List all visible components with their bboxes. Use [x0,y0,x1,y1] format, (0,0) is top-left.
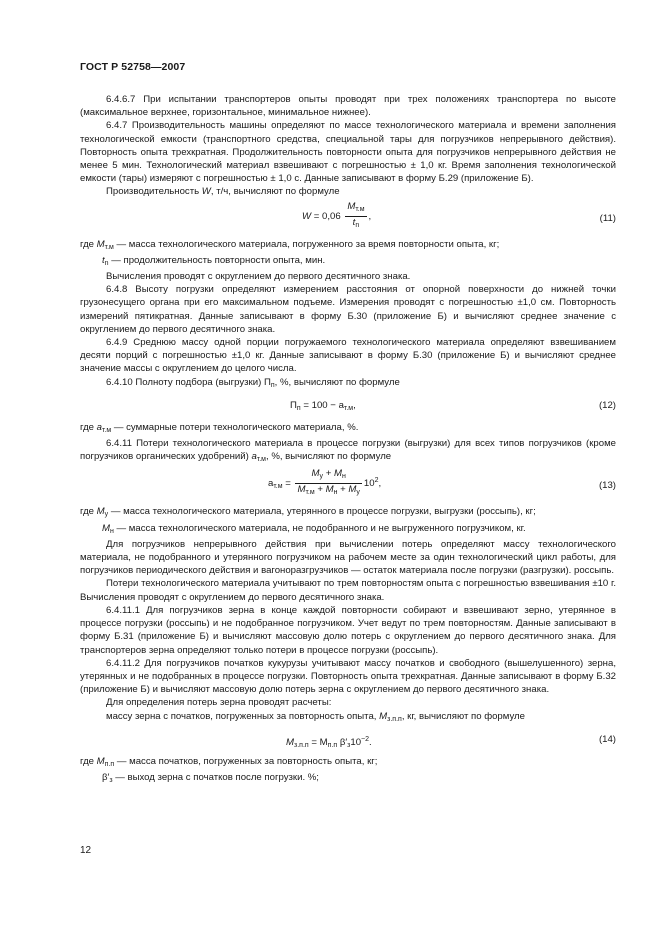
paragraph-calc-round: Вычисления проводят с округлением до первого десятичного знака. [106,271,411,283]
paragraph-6-4-7: 6.4.7 Производительность машины определяют по массе технологического материала и времени заполнения технологической емкости (транспортного средства, специальной тары для погрузчиков непрерывного действия). Повторность опыта трехкратная. Продолжительность повторности опыта для погрузчиков непрерывного действия не менее 5 мин. Технологический материал взвешивают с погрешностью ± 1,0 кг. Время заполнения технологической емкости (тары) измеряют с погрешностью ± 1,0 с. Данные записывают в форму Б.29 (приложение Б). [80,120,616,185]
formula-11-number: (11) [599,212,616,224]
formula-11-fraction: $\frac{M_{т.м}}{t_n}$ [347,200,365,229]
where-m-tm: где $M_{т.м}$ — масса технологического материала, погруженного за время повторности опыта, кг; [80,238,500,251]
formula-14-expression: $M_{з.п.п} = M_{п.п}$ $\beta'_з10^{-2}$. [286,735,372,749]
where-a-tm: где $a_{т.м}$ — суммарные потери технологического материала, %. [80,421,359,434]
formula-12 [80,394,616,418]
paragraph-6-4-10: 6.4.10 Полноту подбора (выгрузки) $П_п$, %, вычисляют по формуле [106,376,400,389]
page-number: 12 [80,845,92,856]
paragraph-6-4-9: 6.4.9 Среднюю массу одной порции погружаемого технологического материала определяют взвешиванием десяти порций с погрешностью ±1,0 кг. Данные записывают в форму Б.30 (приложение Б) и вычисляют среднее значение массы с округлением до целого числа. [80,337,616,375]
formula-13-expression: $a_{т.м}$ = $\frac{M_у + M_н}{M_{т.м} + M_н + M_у}$ $10^2$, [268,468,381,499]
paragraph-productivity: Производительность W, т/ч, вычисляют по формуле [106,186,340,198]
formula-11-expression: W = 0,06 $\frac{M_{т.м}}{t_n}$ , [302,201,371,232]
formula-11 [80,201,616,235]
formula-13 [80,468,616,502]
paragraph-6-4-6-7: 6.4.6.7 При испытании транспортеров опыты проводят при трех положениях транспортера по высоте (максимальное верхнее, горизонтальное, минимальное нижнее). [80,94,616,119]
where-m-pp: где $M_{п.п}$ — масса початков, погруженных за повторность опыта, кг; [80,755,378,768]
formula-12-expression: $П_п = 100 - a_{т.м}$, [290,399,356,412]
formula-13-number: (13) [598,480,616,492]
paragraph-6-4-11: 6.4.11 Потери технологического материала в процессе погрузки (выгрузки) для всех типов погрузчиков (кроме погрузчиков органических удобрений) $a_{т.м}$, %, вычисляют по формуле [80,438,616,464]
where-m-y: где $M_у$ — масса технологического материала, утерянного в процессе погрузки, выгрузки (россыпь), кг; [80,506,536,519]
where-t-n: $t_n$ — продолжительность повторности опыта, мин. [102,254,326,267]
paragraph-continuous-loaders: Для погрузчиков непрерывного действия при вычислении потерь определяют массу технологического материала, не подобранного и утерянного погрузчиком на рабочем месте за один технологический цикл работы, для погрузчиков периодического действия и вагоноразгрузчиков — остаток материала после погрузки (разгрузки). россыпь. [80,538,616,577]
paragraph-6-4-11-1: 6.4.11.1 Для погрузчиков зерна в конце каждой повторности собирают и взвешивают зерно, утерянное в процессе погрузки (россыпь) и не подобранное погрузчиком. Учет ведут по трем повторностям. Данные записывают в форму Б.31 (приложение Б) и вычисляют массовую долю потерь с округлением до первого десятичного знака. Для транспортеров зерна определяют только потери в процессе погрузки (россыпь). [80,604,616,656]
paragraph-6-4-8: 6.4.8 Высоту погрузки определяют измерением расстояния от опорной поверхности до нижней точки грузонесущего органа при его максимальном подъеме. Измерения проводят с погрешностью ±1,0 см. Повторность измерений пятикратная. Данные записывают в форму Б.30 (приложение Б) и вычисляют среднее значение с округлением до первого десятичного знака. [80,284,616,335]
document-body [80,93,616,787]
formula-13-fraction: $\frac{M_у + M_н}{M_{т.м} + M_н + M_у}$ [297,468,360,497]
formula-14-number: (14) [598,733,616,745]
formula-14 [80,728,616,752]
paragraph-6-4-11-2: 6.4.11.2 Для погрузчиков початков кукурузы учитывают массу початков и свободного (вышелушенного) зерна, утерянных и не подобранных в процессе погрузки. Повторность опыта трехкратная. Данные записывают в форму Б.32 (приложение Б) и вычисляют массовую долю потерь зерна с округлением до первого десятичного знака. [80,657,616,696]
formula-12-number: (12) [598,399,616,411]
where-beta-z: $\beta'_з$ — выход зерна с початков после погрузки. %; [102,771,319,784]
where-m-h: $M_н$ — масса технологического материала, не подобранного и не выгруженного погрузчиком, кг. [102,522,526,535]
document-header: ГОСТ Р 52758—2007 [80,61,186,73]
paragraph-loss-calc: Для определения потерь зерна проводят расчеты: [106,697,332,709]
paragraph-losses: Потери технологического материала учитывают по трем повторностям опыта с погрешностью взвешивания ±10 г. Вычисления проводят с округлением до первого десятичного знака. [80,578,616,603]
paragraph-mass-grain: массу зерна с початков, погруженных за повторность опыта, $M_{з.п.п}$, кг, вычисляют по формуле [106,710,525,723]
